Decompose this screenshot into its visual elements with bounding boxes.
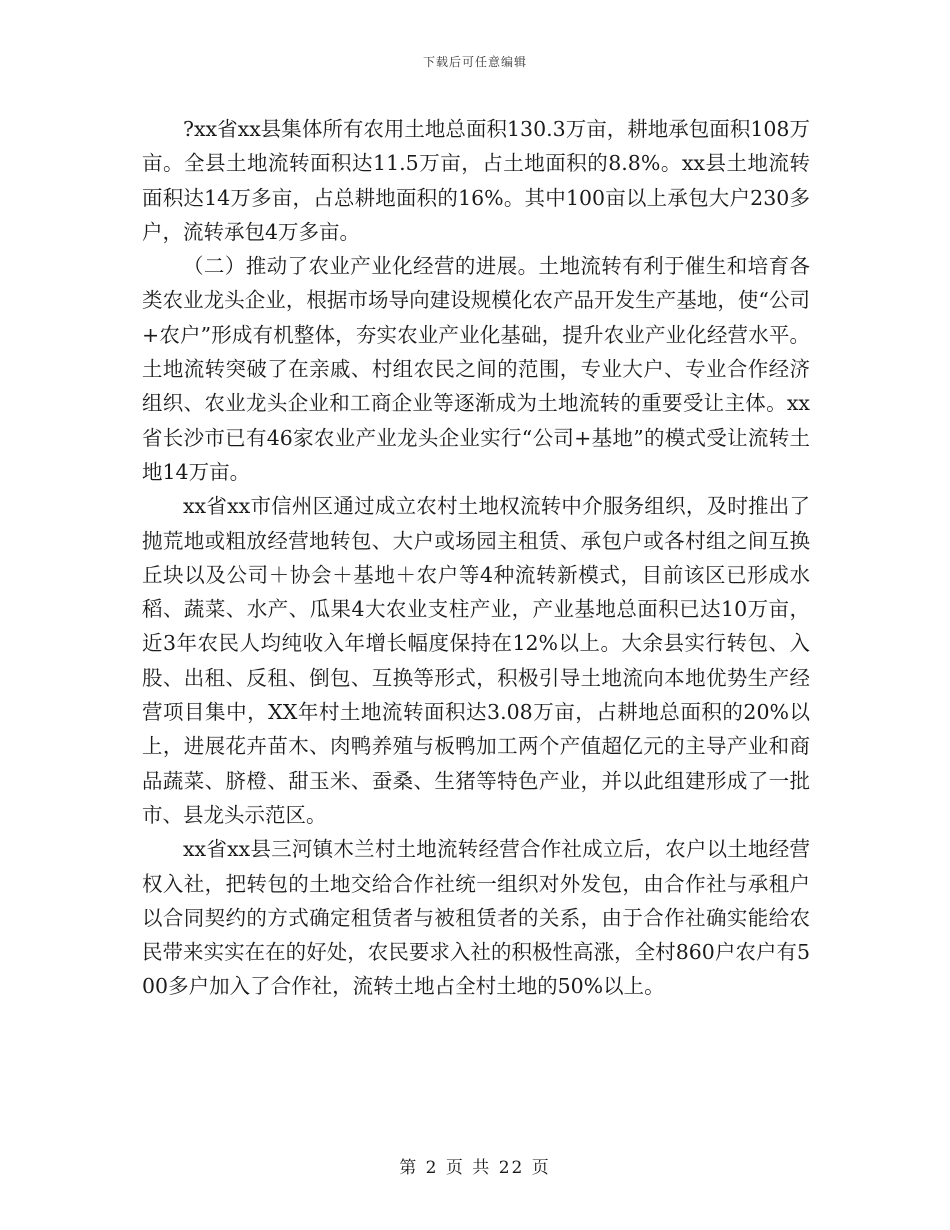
paragraph-land-area: ?xx省xx县集体所有农用土地总面积130.3万亩，耕地承包面积108万亩。全县土地流转面积达11.5万亩，占土地面积的8.8%。xx县土地流转面积达14万多亩，占总耕地面积的16%。其中100亩以上承包大户230多户，流转承包4万多亩。 bbox=[142, 117, 810, 244]
paragraph-xinzhou-dayu: xx省xx市信州区通过成立农村土地权流转中介服务组织，及时推出了抛荒地或粗放经营地转包、大户或场园主租赁、承包户或各村组之间互换丘块以及公司＋协会＋基地＋农户等4种流转新模式，目前该区已形成水稻、蔬菜、水产、瓜果4大农业支柱产业，产业基地总面积已达10万亩，近3年农民人均纯收入年增长幅度保持在12%以上。大余县实行转包、入股、出租、反租、倒包、互换等形式，积极引导土地流向本地优势生产经营项目集中，XX年村土地流转面积达3.08万亩，占耕地总面积的20%以上，进展花卉苗木、肉鸭养殖与板鸭加工两个产值超亿元的主导产业和商品蔬菜、脐橙、甜玉米、蚕桑、生猪等特色产业，并以此组建形成了一批市、县龙头示范区。 bbox=[142, 494, 810, 827]
page-header: 下载后可任意编辑 bbox=[422, 55, 527, 69]
document-body bbox=[142, 112, 810, 1004]
paragraph-industrialization: （二）推动了农业产业化经营的进展。土地流转有利于催生和培育各类农业龙头企业，根据市场导向建设规模化农产品开发生产基地，使“公司+农户”形成有机整体，夯实农业产业化基础，提升农业产业化经营水平。土地流转突破了在亲戚、村组农民之间的范围，专业大户、专业合作经济组织、农业龙头企业和工商企业等逐渐成为土地流转的重要受让主体。xx省长沙市已有46家农业产业龙头企业实行“公司+基地”的模式受让流转土地14万亩。 bbox=[142, 254, 810, 484]
paragraph-mulan-village: xx省xx县三河镇木兰村土地流转经营合作社成立后，农户以土地经营权入社，把转包的土地交给合作社统一组织对外发包，由合作社与承租户以合同契约的方式确定租赁者与被租赁者的关系，由于合作社确实能给农民带来实实在在的好处，农民要求入社的积极性高涨，全村860户农户有500多户加入了合作社，流转土地占全村土地的50%以上。 bbox=[142, 837, 810, 999]
page-number-footer: 第 2 页 共 22 页 bbox=[399, 1158, 551, 1178]
